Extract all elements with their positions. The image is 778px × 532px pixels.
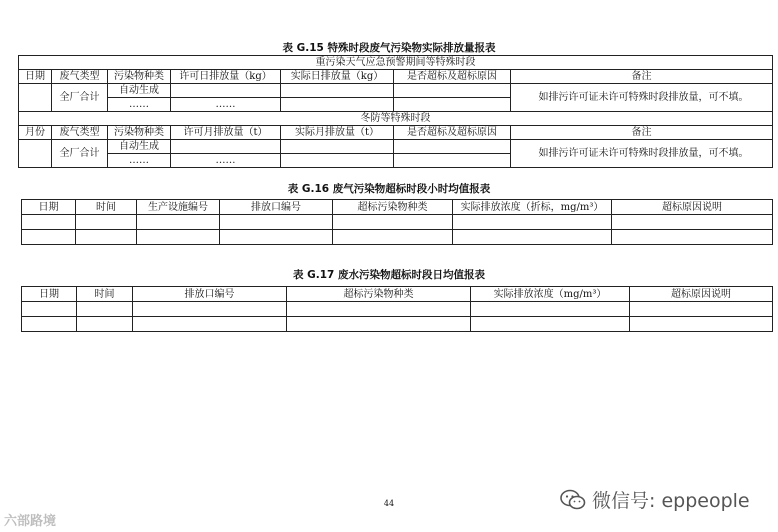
table-cell [77, 317, 133, 332]
table-g16-caption: 表 G.16 废气污染物超标时段小时均值报表 [287, 183, 491, 195]
table-g16 [21, 199, 773, 245]
table-cell [171, 140, 281, 154]
header-cell: 超标污染物种类 [287, 287, 471, 302]
page-number: 44 [383, 499, 395, 508]
table-cell [453, 215, 612, 230]
table-row [22, 230, 773, 245]
header-cell: 日期 [22, 287, 77, 302]
header-cell: 废气类型 [52, 70, 108, 84]
table-cell [453, 230, 612, 245]
table-cell [333, 230, 453, 245]
auto-gen-cell: 自动生成 [108, 84, 171, 98]
table-cell [137, 230, 220, 245]
table-row [22, 215, 773, 230]
header-cell: 实际月排放量（t） [281, 126, 394, 140]
header-cell: 许可月排放量（t） [171, 126, 281, 140]
header-cell: 超标原因说明 [612, 200, 773, 215]
header-row [22, 287, 773, 302]
table-cell [333, 215, 453, 230]
header-cell: 月份 [19, 126, 52, 140]
header-cell: 日期 [22, 200, 76, 215]
table-cell [394, 98, 511, 112]
ellipsis-cell: …… [108, 154, 171, 168]
table-cell [77, 302, 133, 317]
table-cell [281, 98, 394, 112]
watermark-right [560, 486, 750, 513]
table-cell [22, 317, 77, 332]
header-row [22, 200, 773, 215]
ellipsis-cell: …… [171, 98, 281, 112]
header-cell: 排放口编号 [133, 287, 287, 302]
watermark-left: 六部路境 [4, 514, 57, 529]
table-cell [281, 84, 394, 98]
header-cell: 排放口编号 [220, 200, 333, 215]
header-cell: 是否超标及超标原因 [394, 126, 511, 140]
table-row [22, 317, 773, 332]
table-g17-caption: 表 G.17 废水污染物超标时段日均值报表 [292, 269, 486, 281]
table-cell [612, 230, 773, 245]
table-cell [171, 84, 281, 98]
header-cell: 实际日排放量（kg） [281, 70, 394, 84]
table-g15-caption: 表 G.15 特殊时段废气污染物实际排放量报表 [282, 42, 496, 54]
table-cell [394, 84, 511, 98]
ellipsis-cell: …… [171, 154, 281, 168]
wechat-icon [560, 489, 586, 511]
header-cell: 是否超标及超标原因 [394, 70, 511, 84]
table-cell [630, 302, 773, 317]
table-cell [220, 230, 333, 245]
table-cell [394, 154, 511, 168]
header-cell: 许可日排放量（kg） [171, 70, 281, 84]
table-cell [19, 140, 52, 168]
header-cell: 生产设施编号 [137, 200, 220, 215]
header-cell: 废气类型 [52, 126, 108, 140]
row-type-cell: 全厂合计 [52, 84, 108, 112]
row-type-cell: 全厂合计 [52, 140, 108, 168]
table-row [19, 140, 773, 154]
table-cell [220, 215, 333, 230]
table-cell [133, 317, 287, 332]
table-cell [19, 84, 52, 112]
table-cell [287, 317, 471, 332]
header-cell: 备注 [511, 70, 773, 84]
note-cell: 如排污许可证未许可特殊时段排放量，可不填。 [511, 140, 773, 168]
table-cell [22, 230, 76, 245]
section1-header-row [19, 70, 773, 84]
table-cell [133, 302, 287, 317]
table-cell [76, 230, 137, 245]
header-cell: 实际排放浓度（mg/m³） [471, 287, 630, 302]
ellipsis-cell: …… [108, 98, 171, 112]
table-cell [287, 302, 471, 317]
header-cell: 超标原因说明 [630, 287, 773, 302]
auto-gen-cell: 自动生成 [108, 140, 171, 154]
header-cell: 时间 [76, 200, 137, 215]
table-row [19, 84, 773, 98]
header-cell: 日期 [19, 70, 52, 84]
table-g15 [18, 55, 773, 168]
section2-header-row [19, 126, 773, 140]
section2-title: 冬防等特殊时段 [19, 112, 773, 126]
table-cell [471, 302, 630, 317]
header-cell: 超标污染物种类 [333, 200, 453, 215]
watermark-right-text: 微信号: eppeople [592, 490, 750, 512]
table-cell [612, 215, 773, 230]
header-cell: 时间 [77, 287, 133, 302]
table-cell [22, 215, 76, 230]
table-cell [137, 215, 220, 230]
header-cell: 污染物种类 [108, 126, 171, 140]
section1-title: 重污染天气应急预警期间等特殊时段 [19, 56, 773, 70]
header-cell: 备注 [511, 126, 773, 140]
table-cell [22, 302, 77, 317]
table-cell [471, 317, 630, 332]
table-cell [281, 154, 394, 168]
table-cell [630, 317, 773, 332]
table-cell [76, 215, 137, 230]
header-cell: 污染物种类 [108, 70, 171, 84]
table-g17 [21, 286, 773, 332]
table-cell [281, 140, 394, 154]
table-cell [394, 140, 511, 154]
header-cell: 实际排放浓度（折标，mg/m³） [453, 200, 612, 215]
note-cell: 如排污许可证未许可特殊时段排放量，可不填。 [511, 84, 773, 112]
table-row [22, 302, 773, 317]
